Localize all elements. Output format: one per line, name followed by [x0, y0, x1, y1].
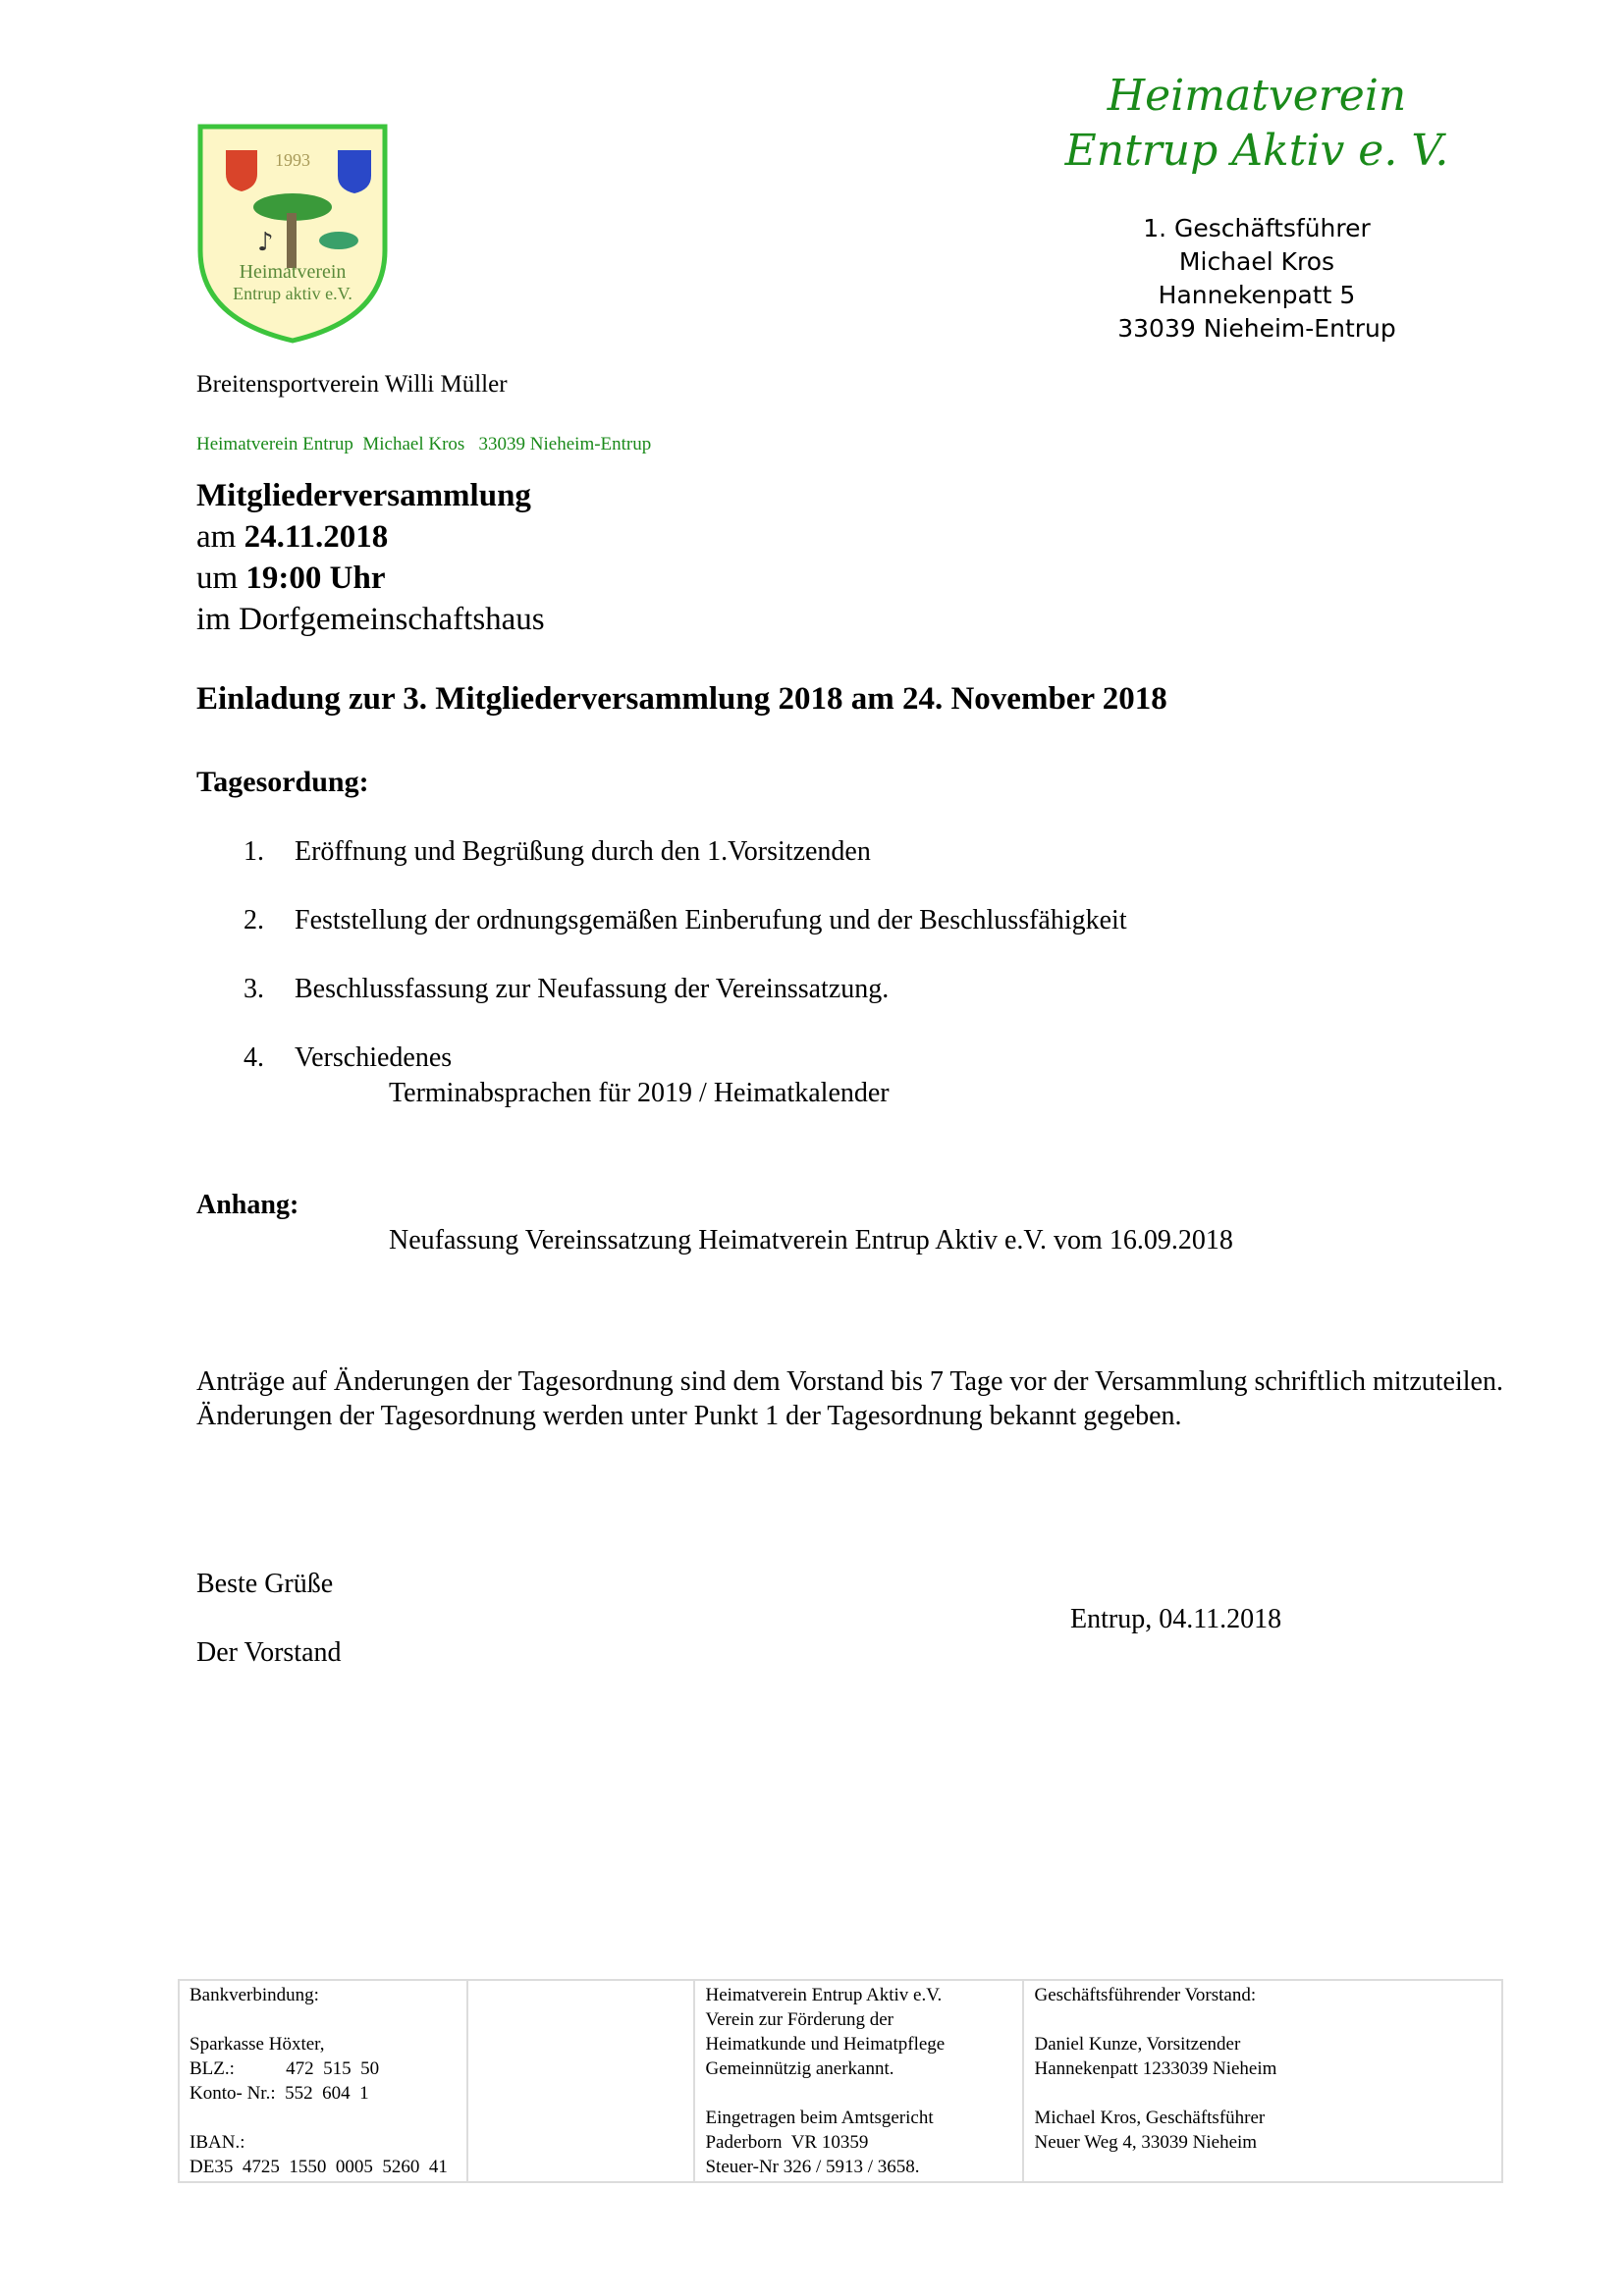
- ball-icon: [319, 232, 358, 249]
- sender-address-block: [1021, 212, 1492, 346]
- logo-year: 1993: [275, 150, 310, 170]
- notice-paragraph: [196, 1364, 1512, 1433]
- brand-line-1: Heimatverein: [1107, 71, 1407, 121]
- footer-association-info: Heimatverein Entrup Aktiv e.V. Verein zur Förderung der Heimatkunde und Heimatpflege Gemeinnützig anerkannt. Eingetragen beim Amtsgericht Paderborn VR 10359 Steuer-Nr 326 / 5913 / 3658.: [695, 1981, 1024, 2181]
- footer-bank-details: Bankverbindung: Sparkasse Höxter, BLZ.: 472 515 50 Konto- Nr.: 552 604 1 IBAN.: DE35 4725 1550 0005 5260 41: [180, 1981, 468, 2181]
- agenda-title: Tagesordung:: [196, 766, 369, 798]
- agenda-text: Verschiedenes: [295, 1042, 453, 1073]
- address-line: 1. Geschäftsführer: [1143, 214, 1371, 242]
- club-logo: [196, 123, 389, 345]
- logo-text-1: Heimatverein: [239, 261, 347, 283]
- attachment-label: Anhang:: [196, 1190, 299, 1220]
- event-time: 19:00 Uhr: [245, 561, 386, 596]
- agenda-number: 4.: [244, 1042, 264, 1073]
- notice-line-2: Änderungen der Tagesordnung werden unter Punkt 1 der Tagesordnung bekannt gegeben.: [196, 1401, 1182, 1431]
- attachment-text: Neufassung Vereinssatzung Heimatverein Entrup Aktiv e.V. vom 16.09.2018: [389, 1225, 1233, 1255]
- date-prefix: am: [196, 519, 244, 555]
- agenda-number: 3.: [244, 974, 264, 1004]
- tree-trunk-icon: [287, 213, 297, 268]
- recipient: Breitensportverein Willi Müller: [196, 371, 508, 398]
- agenda-text: Beschlussfassung zur Neufassung der Vereinssatzung.: [295, 974, 890, 1004]
- event-info: [196, 475, 545, 640]
- event-date: 24.11.2018: [244, 519, 389, 555]
- invitation-headline: Einladung zur 3. Mitgliederversammlung 2018 am 24. November 2018: [196, 681, 1167, 717]
- footer-empty-cell: [468, 1981, 695, 2181]
- footer-table: [178, 1979, 1503, 2183]
- sender-return-line: Heimatverein Entrup Michael Kros 33039 Nieheim-Entrup: [196, 434, 652, 454]
- notice-line-1: Anträge auf Änderungen der Tagesordnung sind dem Vorstand bis 7 Tage vor der Versammlung schriftlich mitzuteilen.: [196, 1366, 1503, 1397]
- crest-shield-icon: [196, 123, 389, 345]
- agenda-text: Feststellung der ordnungsgemäßen Einberufung und der Beschlussfähigkeit: [295, 905, 1127, 935]
- event-location: im Dorfgemeinschaftshaus: [196, 602, 545, 637]
- event-title: Mitgliederversammlung: [196, 478, 531, 513]
- brand-line-2: Entrup Aktiv e. V.: [1064, 126, 1449, 176]
- brand-name: [1021, 69, 1492, 179]
- agenda-subitem: Terminabsprachen für 2019 / Heimatkalender: [389, 1078, 890, 1108]
- logo-text-2: Entrup aktiv e.V.: [233, 284, 352, 303]
- agenda-number: 1.: [244, 836, 264, 867]
- place-date: Entrup, 04.11.2018: [1070, 1604, 1282, 1634]
- agenda-number: 2.: [244, 905, 264, 935]
- agenda-text: Eröffnung und Begrüßung durch den 1.Vorsitzenden: [295, 836, 871, 867]
- address-line: Michael Kros: [1178, 247, 1335, 276]
- address-line: 33039 Nieheim-Entrup: [1117, 314, 1396, 343]
- blue-shield-icon: [338, 150, 371, 193]
- svg-text:♪: ♪: [257, 228, 274, 257]
- greeting: Beste Grüße: [196, 1569, 334, 1599]
- signature: Der Vorstand: [196, 1637, 342, 1668]
- footer-board-info: Geschäftsführender Vorstand: Daniel Kunze, Vorsitzender Hannekenpatt 1233039 Nieheim Michael Kros, Geschäftsführer Neuer Weg 4, 33039 Nieheim: [1034, 1985, 1277, 2153]
- time-prefix: um: [196, 561, 246, 596]
- address-line: Hannekenpatt 5: [1158, 281, 1356, 309]
- red-horse-shield-icon: [226, 150, 257, 191]
